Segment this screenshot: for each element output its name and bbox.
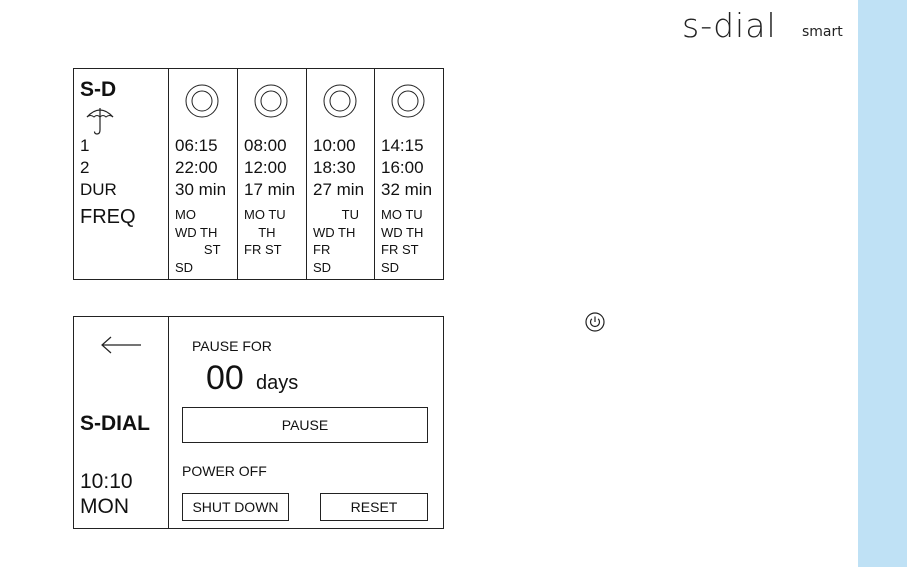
row-label-frequency: FREQ	[80, 206, 136, 228]
program-start2: 12:00	[244, 158, 287, 177]
program-column-2[interactable]	[244, 69, 306, 279]
clock-time: 10:10	[80, 470, 133, 493]
program-duration: 17 min	[244, 180, 296, 199]
dial-knob-icon[interactable]	[391, 84, 425, 118]
row-label-start2: 2	[80, 158, 90, 177]
column-divider	[168, 69, 169, 279]
schedule-panel	[73, 68, 444, 280]
program-start2: 18:30	[313, 158, 356, 177]
clock-day: MON	[80, 495, 129, 518]
pause-days-value[interactable]: 00	[206, 359, 244, 397]
program-start1: 10:00	[313, 136, 356, 155]
program-duration: 32 min	[381, 180, 433, 199]
logo-main-text: s-dial	[682, 6, 777, 45]
clock-display	[80, 469, 133, 519]
column-divider	[306, 69, 307, 279]
program-days: MO TU TH FR ST	[244, 207, 286, 257]
program-start1: 14:15	[381, 136, 424, 155]
pause-days-unit: days	[256, 372, 299, 394]
row-label-start1: 1	[80, 136, 90, 155]
device-brand-label: S-DIAL	[80, 412, 150, 435]
program-duration: 27 min	[313, 180, 365, 199]
control-panel	[73, 316, 444, 529]
umbrella-icon	[86, 105, 114, 135]
shutdown-button[interactable]: SHUT DOWN	[182, 493, 289, 521]
side-color-band	[858, 0, 907, 567]
column-divider	[237, 69, 238, 279]
program-days: MO WD TH ST SD	[175, 207, 221, 275]
program-column-1[interactable]	[175, 69, 237, 279]
program-start2: 22:00	[175, 158, 218, 177]
pause-button[interactable]: PAUSE	[182, 407, 428, 443]
program-days: MO TU WD TH FR ST SD	[381, 207, 424, 275]
logo-sub-text: smart	[802, 24, 843, 40]
program-start1: 06:15	[175, 136, 218, 155]
pause-for-label: PAUSE FOR	[192, 338, 272, 354]
program-column-3[interactable]	[313, 69, 375, 279]
reset-button[interactable]: RESET	[320, 493, 428, 521]
schedule-title: S-D	[80, 78, 117, 101]
program-start2: 16:00	[381, 158, 424, 177]
panel-divider	[168, 317, 169, 528]
program-start1: 08:00	[244, 136, 287, 155]
power-icon[interactable]	[585, 312, 605, 332]
program-duration: 30 min	[175, 180, 227, 199]
program-days: TU WD TH FR SD	[313, 207, 359, 275]
row-label-duration: DUR	[80, 180, 117, 199]
dial-knob-icon[interactable]	[254, 84, 288, 118]
back-arrow-icon[interactable]	[100, 335, 142, 355]
dial-knob-icon[interactable]	[185, 84, 219, 118]
dial-knob-icon[interactable]	[323, 84, 357, 118]
program-column-4[interactable]	[381, 69, 443, 279]
power-off-label: POWER OFF	[182, 463, 267, 479]
